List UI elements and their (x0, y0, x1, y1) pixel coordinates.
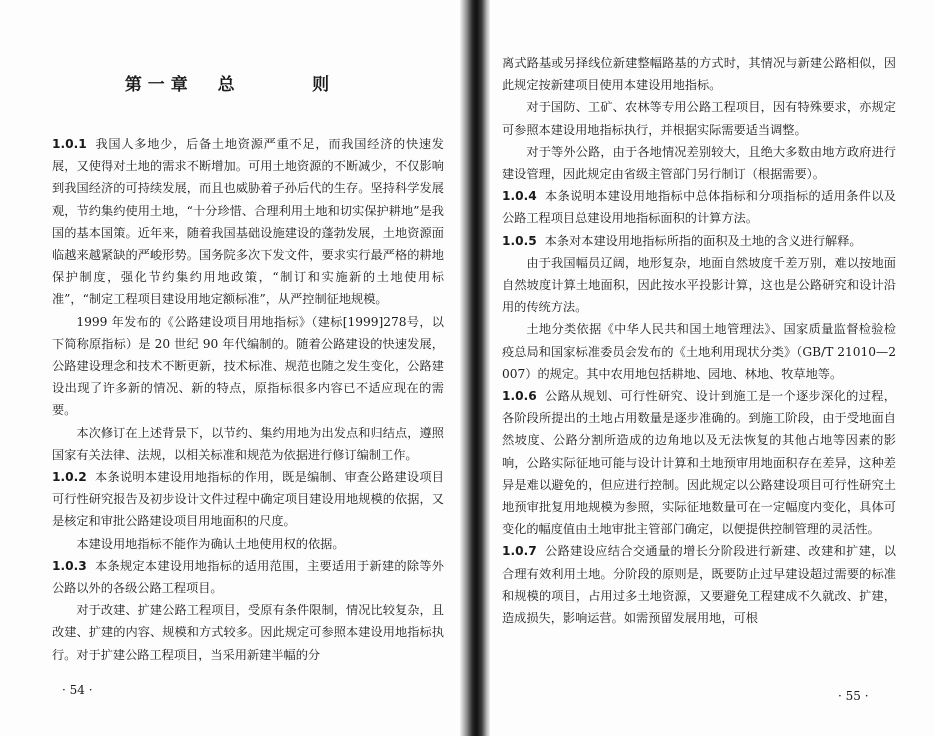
paragraph-text: 土地分类依据《中华人民共和国土地管理法》、国家质量监督检验检疫总局和国家标准委员会发布的《土地利用现状分类》（GB/T 21010—2007）的规定。其中农用地包括耕地、园地、林地、牧草地等。 (502, 322, 896, 381)
clause-number: 1.0.4 (502, 189, 537, 204)
paragraph-text: 对于改建、扩建公路工程项目，受原有条件限制，情况比较复杂，且改建、扩建的内容、规模和方式较多。因此规定可参照本建设用地指标执行。对于扩建公路工程项目，当采用新建半幅的分 (52, 603, 444, 662)
paragraph (52, 466, 444, 533)
paragraph (52, 599, 444, 666)
paragraph (52, 133, 444, 311)
paragraph-text: 由于我国幅员辽阔，地形复杂，地面自然坡度千差万别，难以按地面自然坡度计算土地面积，因此按水平投影计算，这也是公路研究和设计沿用的传统方法。 (502, 255, 896, 315)
paragraph (502, 385, 896, 540)
clause-number: 1.0.1 (52, 137, 87, 151)
paragraph (502, 185, 896, 229)
paragraph (502, 96, 896, 140)
paragraph-text: 公路建设应结合交通量的增长分阶段进行新建、改建和扩建，以合理有效利用土地。分阶段的原则是，既要防止过早建设超过需要的标准和规模的项目，占用过多土地资源，又要避免工程建成不久就改、扩建，造成损失，影响运营。如需预留发展用地，可根 (502, 544, 896, 626)
right-page (490, 0, 934, 736)
paragraph (502, 52, 896, 96)
paragraph-text: 离式路基或另择线位新建整幅路基的方式时，其情况与新建公路相似，因此规定按新建项目使用本建设用地指标。 (502, 56, 896, 93)
paragraph-text: 本条规定本建设用地指标的适用范围，主要适用于新建的除等外公路以外的各级公路工程项目。 (52, 558, 444, 596)
paragraph (502, 141, 896, 185)
clause-number: 1.0.5 (502, 233, 537, 248)
paragraph (52, 555, 444, 599)
clause-number: 1.0.2 (52, 470, 87, 485)
paragraph-text: 对于等外公路，由于各地情况差别较大，且绝大多数由地方政府进行建设管理，因此规定由省级主管部门另行制订（根据需要）。 (502, 144, 896, 182)
page-number: · 55 · (838, 689, 869, 703)
paragraph-text: 本条说明本建设用地指标的作用，既是编制、审查公路建设项目可行性研究报告及初步设计文件过程中确定项目建设用地规模的依据，又是核定和审批公路建设项目用地面积的尺度。 (52, 470, 444, 529)
clause-number: 1.0.7 (502, 544, 537, 559)
paragraph (502, 230, 896, 252)
clause-number: 1.0.3 (52, 558, 87, 573)
left-text-column (52, 133, 444, 666)
paragraph-text: 1999 年发布的《公路建设项目用地指标》（建标[1999]278号，以下简称原指标）是 20 世纪 90 年代编制的。随着公路建设的快速发展，公路建设理念和技术不断更新，技术标准、规范也随之发生变化，公路建设出现了许多新的情况、新的特点，原指标很多内容已不适应现在的需要。 (52, 314, 444, 418)
paragraph (502, 318, 896, 385)
left-page (0, 0, 460, 736)
paragraph-text: 本条说明本建设用地指标中总体指标和分项指标的适用条件以及公路工程项目总建设用地指标面积的计算方法。 (502, 189, 896, 226)
paragraph-text: 我国人多地少，后备土地资源严重不足，而我国经济的快速发展，又使得对土地的需求不断增加。可用土地资源的不断减少，不仅影响到我国经济的可持续发展，而且也威胁着子孙后代的生存。坚持科学发展观，节约集约使用土地，“十分珍惜、合理利用土地和切实保护耕地”是我国的基本国策。近年来，随着我国基础设施建设的蓬勃发展，土地资源面临越来越紧缺的严峻形势。国务院多次下发文件，要求实行最严格的耕地保护制度，强化节约集约用地政策，“制订和实施新的土地使用标准”，“制定工程项目建设用地定额标准”，从严控制征地规模。 (52, 137, 444, 307)
paragraph-text: 本次修订在上述背景下，以节约、集约用地为出发点和归结点，遵照国家有关法律、法规，以相关标准和规范为依据进行修订编制工作。 (52, 425, 444, 462)
paragraph (52, 422, 444, 466)
paragraph (52, 533, 444, 555)
chapter-title: 第一章 总 则 (124, 75, 336, 95)
paragraph-text: 本建设用地指标不能作为确认土地使用权的依据。 (76, 536, 345, 551)
page-number: · 54 · (62, 683, 93, 697)
paragraph-text: 公路从规划、可行性研究、设计到施工是一个逐步深化的过程，各阶段所提出的土地占用数量是逐步准确的。到施工阶段，由于受地面自然坡度、公路分割所造成的边角地以及无法恢复的其他占地等因素的影响，公路实际征地可能与设计计算和土地预审用地面积存在差异，这种差异是难以避免的，但应进行控制。因此规定以公路建设项目可行性研究土地预审批复用地规模为参照，实际征地数量可在一定幅度内变化，具体可变化的幅度值由土地审批主管部门确定，以便提供控制管理的灵活性。 (502, 389, 896, 537)
book-gutter (460, 0, 490, 736)
paragraph-text: 对于国防、工矿、农林等专用公路工程项目，因有特殊要求，亦规定可参照本建设用地指标执行，并根据实际需要适当调整。 (502, 100, 896, 137)
paragraph (502, 540, 896, 629)
clause-number: 1.0.6 (502, 389, 537, 404)
paragraph (502, 252, 896, 319)
paragraph-text: 本条对本建设用地指标所指的面积及土地的含义进行解释。 (544, 233, 862, 248)
paragraph (52, 311, 444, 422)
right-text-column (502, 52, 896, 629)
